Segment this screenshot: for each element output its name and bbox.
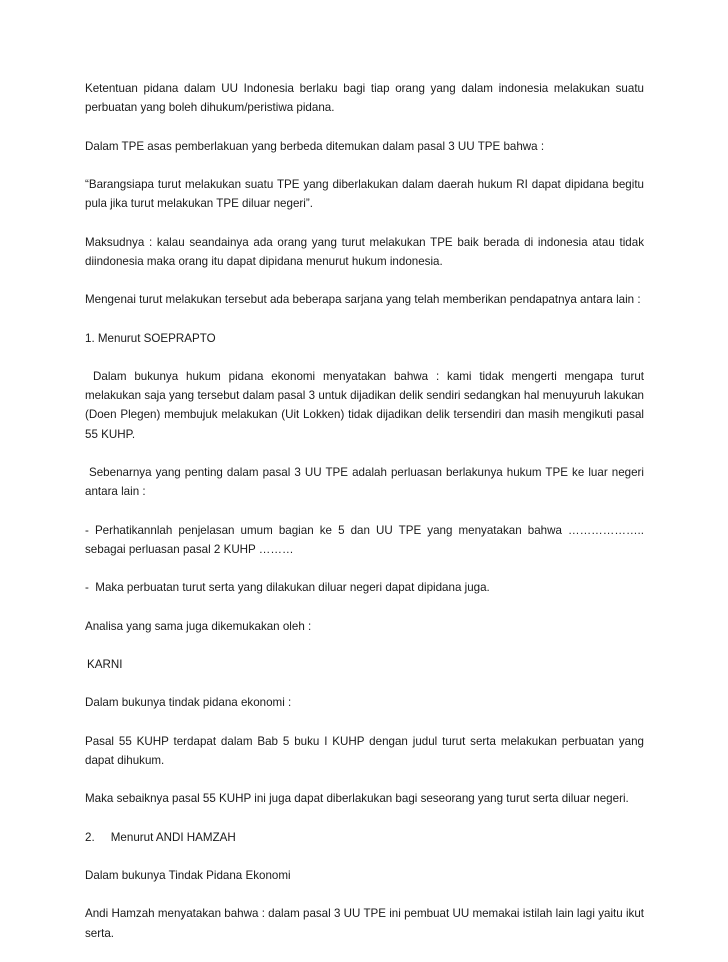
document-page	[85, 79, 644, 962]
list-item-maka-perbuatan: - Maka perbuatan turut serta yang dilakukan diluar negeri dapat dipidana juga.	[85, 581, 490, 595]
paragraph-4: Maksudnya : kalau seandainya ada orang yang turut melakukan TPE baik berada di indonesia atau tidak diindonesia maka orang itu dapat dipidana menurut hukum indonesia.	[85, 235, 644, 268]
paragraph-3-quote: “Barangsiapa turut melakukan suatu TPE yang diberlakukan dalam daerah hukum RI dapat dipidana begitu pula jika turut melakukan TPE diluar negeri”.	[85, 177, 644, 211]
paragraph-karni-book: Dalam bukunya tindak pidana ekonomi :	[85, 696, 292, 710]
paragraph-1: Ketentuan pidana dalam UU Indonesia berlaku bagi tiap orang yang dalam indonesia melakukan suatu perbuatan yang boleh dihukum/peristiwa pidana.	[85, 82, 644, 115]
heading-karni: KARNI	[87, 657, 123, 671]
heading-andi-hamzah: 2. Menurut ANDI HAMZAH	[85, 830, 236, 844]
paragraph-analisa: Analisa yang sama juga dikemukakan oleh :	[85, 619, 312, 633]
paragraph-andi-book: Dalam bukunya Tindak Pidana Ekonomi	[85, 869, 291, 883]
paragraph-maka-sebaiknya: Maka sebaiknya pasal 55 KUHP ini juga dapat diberlakukan bagi seseorang yang turut serta diluar negeri.	[85, 792, 629, 806]
paragraph-soeprapto-body: Dalam bukunya hukum pidana ekonomi menyatakan bahwa : kami tidak mengerti mengapa turut melakukan saja yang tersebut dalam pasal 3 untuk dijadikan delik sendiri sedangkan hal menuyuruh lakukan (Doen Plegen) membujuk melakukan (Uit Lokken) tidak dijadikan delik tersendiri dan masih mengikuti pasal 55 KUHP.	[85, 369, 644, 441]
paragraph-pasal-55: Pasal 55 KUHP terdapat dalam Bab 5 buku I KUHP dengan judul turut serta melakukan perbuatan yang dapat dihukum.	[85, 734, 644, 767]
heading-soeprapto: 1. Menurut SOEPRAPTO	[85, 331, 216, 345]
paragraph-andi-statement: Andi Hamzah menyatakan bahwa : dalam pasal 3 UU TPE ini pembuat UU memakai istilah lain lagi yaitu ikut serta.	[85, 907, 644, 940]
paragraph-sebenarnya: Sebenarnya yang penting dalam pasal 3 UU TPE adalah perluasan berlakunya hukum TPE ke luar negeri antara lain :	[85, 465, 644, 499]
paragraph-2: Dalam TPE asas pemberlakuan yang berbeda ditemukan dalam pasal 3 UU TPE bahwa :	[85, 139, 545, 153]
paragraph-5: Mengenai turut melakukan tersebut ada beberapa sarjana yang telah memberikan pendapatnya antara lain :	[85, 293, 641, 307]
list-item-perhatikannlah: - Perhatikannlah penjelasan umum bagian ke 5 dan UU TPE yang menyatakan bahwa ……………….. sebagai perluasan pasal 2 KUHP ………	[85, 523, 644, 556]
